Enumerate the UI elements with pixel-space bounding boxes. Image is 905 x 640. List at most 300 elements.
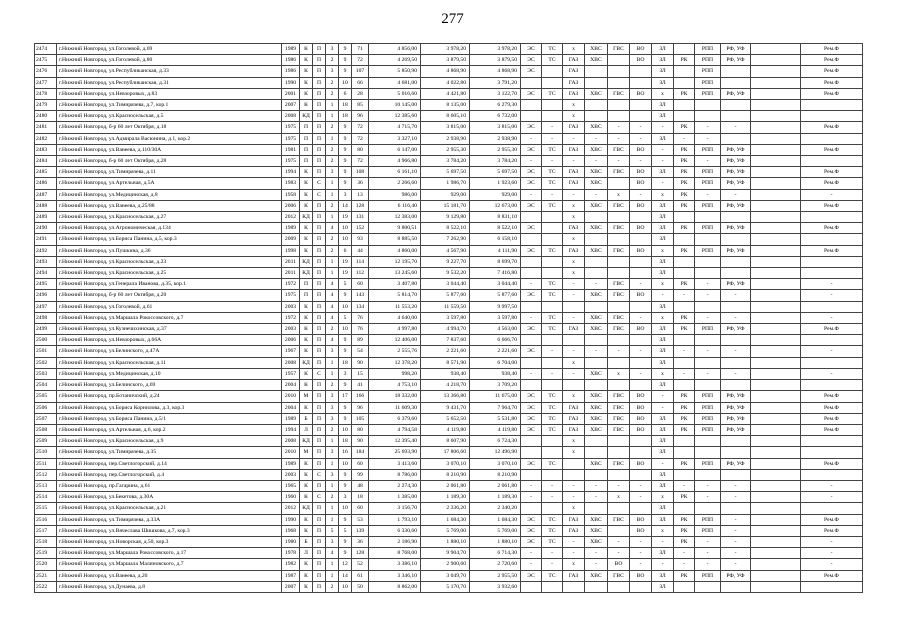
cell-extra xyxy=(751,391,801,402)
cell-foundation-repair xyxy=(721,256,751,267)
cell-hot-water: ГВС xyxy=(608,413,630,424)
cell-address: г.Нижний Новгород, ул.Белинского, д.47А xyxy=(57,346,282,357)
cell-electricity xyxy=(521,212,542,223)
cell-apartment-count: 96 xyxy=(352,402,369,413)
cell-extra xyxy=(751,245,801,256)
cell-repair-fund: Рем.Ф xyxy=(801,122,863,133)
cell-wall-material: К xyxy=(300,335,313,346)
cell-garbage-chute: ЗЛ xyxy=(652,346,674,357)
cell-apartment-count: 53 xyxy=(352,514,369,525)
cell-extra xyxy=(751,413,801,424)
cell-total-area: 12 383,00 xyxy=(369,212,421,223)
cell-cold-water xyxy=(585,66,608,77)
cell-cold-water xyxy=(585,111,608,122)
cell-apartment-count: 71 xyxy=(352,44,369,55)
cell-address: г.Нижний Новгород, ул.Ванеева, д.110/30А xyxy=(57,144,282,155)
cell-total-area: 4 640,00 xyxy=(369,312,421,323)
cell-heating: ТС xyxy=(542,178,563,189)
cell-foundation-repair: РФ, УФ xyxy=(721,424,751,435)
cell-entrance-count: 2 xyxy=(326,380,339,391)
cell-roof-type: П xyxy=(313,380,326,391)
cell-hot-water xyxy=(608,212,630,223)
cell-extra xyxy=(751,167,801,178)
cell-entrance-count: 2 xyxy=(326,55,339,66)
cell-heating xyxy=(542,111,563,122)
cell-foundation-repair xyxy=(721,212,751,223)
cell-electricity xyxy=(521,268,542,279)
cell-heating: ТС xyxy=(542,88,563,99)
cell-cold-water: ХВС xyxy=(585,536,608,547)
cell-apartment-count: 18 xyxy=(352,492,369,503)
cell-entrance-count: 2 xyxy=(326,77,339,88)
cell-hot-water xyxy=(608,100,630,111)
cell-living-area: 2 955,30 xyxy=(421,144,470,155)
cell-roof-repair: РК xyxy=(674,514,695,525)
cell-cold-water: ХВС xyxy=(585,458,608,469)
table-row xyxy=(35,391,863,402)
cell-repair-fund xyxy=(801,581,863,592)
cell-roof-repair: РК xyxy=(674,391,695,402)
cell-build-year: 2007 xyxy=(282,100,300,111)
cell-entrance-count: 2 xyxy=(326,245,339,256)
cell-cold-water xyxy=(585,469,608,480)
table-row xyxy=(35,436,863,447)
cell-foundation-repair: - xyxy=(721,368,751,379)
cell-record-number: 2488 xyxy=(35,200,57,211)
cell-extra xyxy=(751,100,801,111)
cell-sewerage: ВО xyxy=(630,55,652,66)
cell-entrance-count: 4 xyxy=(326,290,339,301)
cell-record-number: 2514 xyxy=(35,492,57,503)
cell-total-area: 18 332,00 xyxy=(369,391,421,402)
cell-repair-fund: - xyxy=(801,559,863,570)
cell-roof-type: П xyxy=(313,245,326,256)
cell-gas: - xyxy=(563,548,585,559)
cell-living-area: 17 806,60 xyxy=(421,447,470,458)
cell-hot-water: ГВС xyxy=(608,391,630,402)
cell-entrance-count: 1 xyxy=(326,480,339,491)
cell-total-area: 5 016,60 xyxy=(369,88,421,99)
cell-wall-material: М xyxy=(300,391,313,402)
cell-total-area: 4 856,00 xyxy=(369,44,421,55)
cell-garbage-chute: х xyxy=(652,245,674,256)
cell-electricity xyxy=(521,503,542,514)
cell-entrance-count: 2 xyxy=(326,234,339,245)
cell-heating xyxy=(542,335,563,346)
cell-extra xyxy=(751,200,801,211)
cell-roof-repair xyxy=(674,581,695,592)
cell-garbage-chute: ЗЛ xyxy=(652,223,674,234)
cell-electricity: ЭС xyxy=(521,178,542,189)
cell-heating: ТС xyxy=(542,55,563,66)
cell-extra xyxy=(751,581,801,592)
cell-apartment-count: 76 xyxy=(352,312,369,323)
cell-foundation-repair: РФ, УФ xyxy=(721,413,751,424)
cell-build-year: 1978 xyxy=(282,548,300,559)
cell-garbage-chute: - xyxy=(652,144,674,155)
cell-floor-count: 5 xyxy=(339,279,352,290)
cell-entrance-count: 2 xyxy=(326,200,339,211)
cell-total-area: 8 786,00 xyxy=(369,469,421,480)
cell-record-number: 2487 xyxy=(35,189,57,200)
cell-record-number: 2507 xyxy=(35,413,57,424)
cell-address: г.Нижний Новгород, ул.Республиканская, д.31 xyxy=(57,77,282,88)
cell-facade-repair: - xyxy=(695,536,721,547)
cell-heating xyxy=(542,212,563,223)
housing-register-table xyxy=(34,43,863,593)
cell-facade-repair: РПП xyxy=(695,413,721,424)
cell-electricity: - xyxy=(521,559,542,570)
cell-roof-repair xyxy=(674,436,695,447)
cell-build-year: 1987 xyxy=(282,570,300,581)
table-row xyxy=(35,447,863,458)
cell-floor-count: 9 xyxy=(339,514,352,525)
cell-sewerage xyxy=(630,357,652,368)
table-row xyxy=(35,570,863,581)
cell-foundation-repair: - xyxy=(721,312,751,323)
cell-total-area: 5 850,90 xyxy=(369,66,421,77)
cell-roof-type: П xyxy=(313,458,326,469)
cell-wall-material: КД xyxy=(300,111,313,122)
cell-gas: х xyxy=(563,559,585,570)
cell-electricity: ЭС xyxy=(521,200,542,211)
cell-total-area: 2 266,60 xyxy=(369,178,421,189)
cell-build-year: 1981 xyxy=(282,144,300,155)
cell-total-area: 4 997,80 xyxy=(369,324,421,335)
cell-living-area: 9 129,80 xyxy=(421,212,470,223)
cell-garbage-chute: - xyxy=(652,536,674,547)
cell-residential-area: 2 938,90 xyxy=(470,133,521,144)
cell-entrance-count: 1 xyxy=(326,111,339,122)
cell-residential-area: 4 563,00 xyxy=(470,324,521,335)
cell-garbage-chute: ЗЛ xyxy=(652,480,674,491)
cell-apartment-count: 128 xyxy=(352,548,369,559)
cell-wall-material: Л xyxy=(300,548,313,559)
cell-total-area: 2 555,76 xyxy=(369,346,421,357)
cell-record-number: 2478 xyxy=(35,88,57,99)
cell-gas xyxy=(563,581,585,592)
cell-record-number: 2486 xyxy=(35,178,57,189)
cell-entrance-count: 2 xyxy=(326,88,339,99)
cell-gas: х xyxy=(563,436,585,447)
cell-sewerage xyxy=(630,335,652,346)
cell-entrance-count: 4 xyxy=(326,301,339,312)
table-row xyxy=(35,189,863,200)
cell-apartment-count: 36 xyxy=(352,536,369,547)
cell-floor-count: 9 xyxy=(339,55,352,66)
cell-apartment-count: 66 xyxy=(352,77,369,88)
cell-floor-count: 9 xyxy=(339,122,352,133)
cell-foundation-repair xyxy=(721,234,751,245)
cell-living-area: 5 877,60 xyxy=(421,290,470,301)
cell-extra xyxy=(751,436,801,447)
cell-electricity: ЭС xyxy=(521,413,542,424)
cell-build-year: 2012 xyxy=(282,503,300,514)
cell-build-year: 1972 xyxy=(282,312,300,323)
cell-living-area: 8 210,90 xyxy=(421,469,470,480)
cell-repair-fund: Рем.Ф xyxy=(801,200,863,211)
cell-gas: - xyxy=(563,346,585,357)
cell-gas: - xyxy=(563,133,585,144)
cell-heating: ТС xyxy=(542,245,563,256)
cell-record-number: 2474 xyxy=(35,44,57,55)
cell-roof-type: П xyxy=(313,357,326,368)
cell-floor-count: 9 xyxy=(339,66,352,77)
cell-roof-repair xyxy=(674,503,695,514)
cell-extra xyxy=(751,335,801,346)
cell-cold-water xyxy=(585,301,608,312)
cell-floor-count: 6 xyxy=(339,88,352,99)
cell-roof-repair: РК xyxy=(674,189,695,200)
cell-cold-water: ХВС xyxy=(585,514,608,525)
cell-foundation-repair: РФ, УФ xyxy=(721,88,751,99)
cell-facade-repair: - xyxy=(695,559,721,570)
cell-apartment-count: 166 xyxy=(352,391,369,402)
cell-foundation-repair xyxy=(721,335,751,346)
cell-residential-area: 4 868,90 xyxy=(470,66,521,77)
cell-sewerage xyxy=(630,268,652,279)
cell-total-area: 6 379,60 xyxy=(369,413,421,424)
cell-garbage-chute: ЗЛ xyxy=(652,212,674,223)
cell-sewerage: - xyxy=(630,156,652,167)
cell-heating: ТС xyxy=(542,144,563,155)
cell-heating: ТС xyxy=(542,44,563,55)
cell-floor-count: 18 xyxy=(339,357,352,368)
cell-cold-water: ХВС xyxy=(585,144,608,155)
cell-record-number: 2517 xyxy=(35,525,57,536)
cell-wall-material: П xyxy=(300,144,313,155)
cell-gas: ГАЗ xyxy=(563,66,585,77)
cell-address: г.Нижний Новгород, пер.Светлогорский, д.4 xyxy=(57,469,282,480)
cell-hot-water: ГВС xyxy=(608,88,630,99)
cell-repair-fund: - xyxy=(801,548,863,559)
cell-address: г.Нижний Новгород, ул.Новорская, д.50, кор.3 xyxy=(57,536,282,547)
cell-garbage-chute: х xyxy=(652,279,674,290)
cell-record-number: 2498 xyxy=(35,312,57,323)
cell-wall-material: К xyxy=(300,581,313,592)
cell-floor-count: 9 xyxy=(339,133,352,144)
cell-residential-area: 3 597,80 xyxy=(470,312,521,323)
cell-total-area: 4 681,00 xyxy=(369,77,421,88)
cell-garbage-chute: ЗЛ xyxy=(652,357,674,368)
cell-roof-type: П xyxy=(313,256,326,267)
cell-build-year: 2007 xyxy=(282,581,300,592)
cell-entrance-count: 3 xyxy=(326,391,339,402)
cell-roof-repair: РК xyxy=(674,279,695,290)
cell-residential-area: 1 189,30 xyxy=(470,492,521,503)
cell-gas xyxy=(563,458,585,469)
cell-address: г.Нижний Новгород, ул.Артельная, д.5А xyxy=(57,178,282,189)
cell-extra xyxy=(751,88,801,99)
cell-living-area: 8 522,10 xyxy=(421,223,470,234)
cell-heating: - xyxy=(542,480,563,491)
cell-build-year: 1975 xyxy=(282,133,300,144)
cell-apartment-count: 41 xyxy=(352,380,369,391)
cell-sewerage: ВО xyxy=(630,245,652,256)
cell-floor-count: 9 xyxy=(339,480,352,491)
cell-residential-area: 3 932,60 xyxy=(470,581,521,592)
table-row xyxy=(35,480,863,491)
cell-build-year: 1989 xyxy=(282,223,300,234)
cell-sewerage: ВО xyxy=(630,178,652,189)
cell-record-number: 2518 xyxy=(35,536,57,547)
cell-facade-repair: РПП xyxy=(695,514,721,525)
cell-hot-water: ГВС xyxy=(608,402,630,413)
cell-build-year: 1965 xyxy=(282,480,300,491)
cell-roof-type: П xyxy=(313,100,326,111)
cell-living-area: 9 431,70 xyxy=(421,402,470,413)
table-row xyxy=(35,234,863,245)
cell-address: г.Нижний Новгород, ул.Республиканская, д.33 xyxy=(57,66,282,77)
cell-record-number: 2496 xyxy=(35,290,57,301)
cell-facade-repair: РПП xyxy=(695,570,721,581)
cell-total-area: 13 245,60 xyxy=(369,268,421,279)
cell-apartment-count: 72 xyxy=(352,133,369,144)
cell-repair-fund: Рем.Ф xyxy=(801,88,863,99)
cell-total-area: 6 147,00 xyxy=(369,144,421,155)
table-row xyxy=(35,167,863,178)
cell-electricity: ЭС xyxy=(521,570,542,581)
cell-residential-area: 2 955,30 xyxy=(470,144,521,155)
cell-roof-type: С xyxy=(313,368,326,379)
cell-garbage-chute: ЗЛ xyxy=(652,413,674,424)
cell-electricity xyxy=(521,357,542,368)
cell-cold-water xyxy=(585,503,608,514)
cell-gas: ГАЗ xyxy=(563,514,585,525)
cell-repair-fund xyxy=(801,503,863,514)
cell-address: г.Нижний Новгород, ул.Тимирязева, д.7, кор.1 xyxy=(57,100,282,111)
cell-extra xyxy=(751,480,801,491)
cell-foundation-repair: РФ, УФ xyxy=(721,200,751,211)
cell-roof-repair: РК xyxy=(674,413,695,424)
cell-extra xyxy=(751,447,801,458)
cell-residential-area: 12 496,90 xyxy=(470,447,521,458)
cell-extra xyxy=(751,66,801,77)
cell-roof-type: П xyxy=(313,346,326,357)
cell-extra xyxy=(751,458,801,469)
cell-roof-repair: - xyxy=(674,480,695,491)
cell-sewerage xyxy=(630,212,652,223)
cell-roof-type: П xyxy=(313,279,326,290)
cell-foundation-repair xyxy=(721,436,751,447)
cell-floor-count: 18 xyxy=(339,111,352,122)
cell-roof-type: С xyxy=(313,469,326,480)
cell-heating: ТС xyxy=(542,167,563,178)
cell-cold-water xyxy=(585,581,608,592)
cell-hot-water xyxy=(608,447,630,458)
cell-hot-water xyxy=(608,503,630,514)
cell-gas: ГАЗ xyxy=(563,88,585,99)
cell-extra xyxy=(751,178,801,189)
cell-roof-repair xyxy=(674,380,695,391)
cell-electricity: ЭС xyxy=(521,55,542,66)
cell-hot-water xyxy=(608,256,630,267)
cell-residential-area: 5 877,60 xyxy=(470,290,521,301)
cell-address: г.Нижний Новгород, ул.Маршала Рокоссовского, д.17 xyxy=(57,548,282,559)
cell-total-area: 12 378,20 xyxy=(369,357,421,368)
cell-cold-water: ХВС xyxy=(585,368,608,379)
cell-foundation-repair: - xyxy=(721,514,751,525)
cell-build-year: 1968 xyxy=(282,525,300,536)
cell-residential-area: 8 699,70 xyxy=(470,256,521,267)
cell-heating xyxy=(542,469,563,480)
cell-extra xyxy=(751,559,801,570)
cell-gas: - xyxy=(563,536,585,547)
cell-gas: ГАЗ xyxy=(563,413,585,424)
cell-foundation-repair: РФ, УФ xyxy=(721,391,751,402)
cell-residential-area: 6 279,30 xyxy=(470,100,521,111)
cell-record-number: 2501 xyxy=(35,346,57,357)
cell-garbage-chute: ЗЛ xyxy=(652,548,674,559)
cell-cold-water: ХВС xyxy=(585,570,608,581)
table-row xyxy=(35,492,863,503)
cell-address: г.Нижний Новгород, ул.Бориса Панина, д.5, кор.3 xyxy=(57,234,282,245)
cell-wall-material: К xyxy=(300,234,313,245)
cell-roof-repair xyxy=(674,268,695,279)
cell-hot-water xyxy=(608,55,630,66)
cell-wall-material: К xyxy=(300,245,313,256)
cell-roof-repair xyxy=(674,212,695,223)
cell-sewerage: ВО xyxy=(630,167,652,178)
cell-facade-repair: РПП xyxy=(695,167,721,178)
cell-wall-material: К xyxy=(300,570,313,581)
cell-record-number: 2516 xyxy=(35,514,57,525)
cell-foundation-repair: - xyxy=(721,189,751,200)
cell-gas: х xyxy=(563,447,585,458)
cell-address: г.Нижний Новгород, б-р 60 лет Октября, д.20 xyxy=(57,290,282,301)
cell-living-area: 4 119,80 xyxy=(421,424,470,435)
cell-foundation-repair: - xyxy=(721,559,751,570)
cell-facade-repair: РПП xyxy=(695,144,721,155)
cell-roof-repair: РК xyxy=(674,458,695,469)
cell-floor-count: 10 xyxy=(339,234,352,245)
cell-wall-material: П xyxy=(300,133,313,144)
cell-garbage-chute: х xyxy=(652,189,674,200)
cell-extra xyxy=(751,492,801,503)
cell-roof-type: С xyxy=(313,492,326,503)
cell-electricity: ЭС xyxy=(521,144,542,155)
cell-roof-repair xyxy=(674,301,695,312)
cell-build-year: 1975 xyxy=(282,156,300,167)
cell-living-area: 4 421,80 xyxy=(421,88,470,99)
cell-address: г.Нижний Новгород, ул.Генерала Иванова, д.35, кор.1 xyxy=(57,279,282,290)
cell-roof-repair xyxy=(674,111,695,122)
cell-address: г.Нижний Новгород, ул.Красносельская, д.9 xyxy=(57,436,282,447)
cell-cold-water: ХВС xyxy=(585,312,608,323)
cell-living-area: 1 189,30 xyxy=(421,492,470,503)
cell-living-area: 3 044,40 xyxy=(421,279,470,290)
cell-cold-water xyxy=(585,77,608,88)
cell-repair-fund xyxy=(801,256,863,267)
cell-build-year: 2004 xyxy=(282,380,300,391)
cell-electricity: ЭС xyxy=(521,324,542,335)
cell-extra xyxy=(751,503,801,514)
cell-gas: ГАЗ xyxy=(563,223,585,234)
cell-address: г.Нижний Новгород, ул.Невзоровых, д.66А xyxy=(57,335,282,346)
cell-entrance-count: 1 xyxy=(326,458,339,469)
cell-repair-fund: Рем.Ф xyxy=(801,144,863,155)
cell-residential-area: 8 831,10 xyxy=(470,212,521,223)
cell-gas: х xyxy=(563,268,585,279)
cell-facade-repair xyxy=(695,100,721,111)
cell-foundation-repair: РФ, УФ xyxy=(721,245,751,256)
cell-electricity: ЭС xyxy=(521,514,542,525)
cell-roof-type: П xyxy=(313,301,326,312)
cell-build-year: 2010 xyxy=(282,447,300,458)
cell-living-area: 3 815,00 xyxy=(421,122,470,133)
cell-heating xyxy=(542,77,563,88)
cell-repair-fund: Рем.Ф xyxy=(801,324,863,335)
